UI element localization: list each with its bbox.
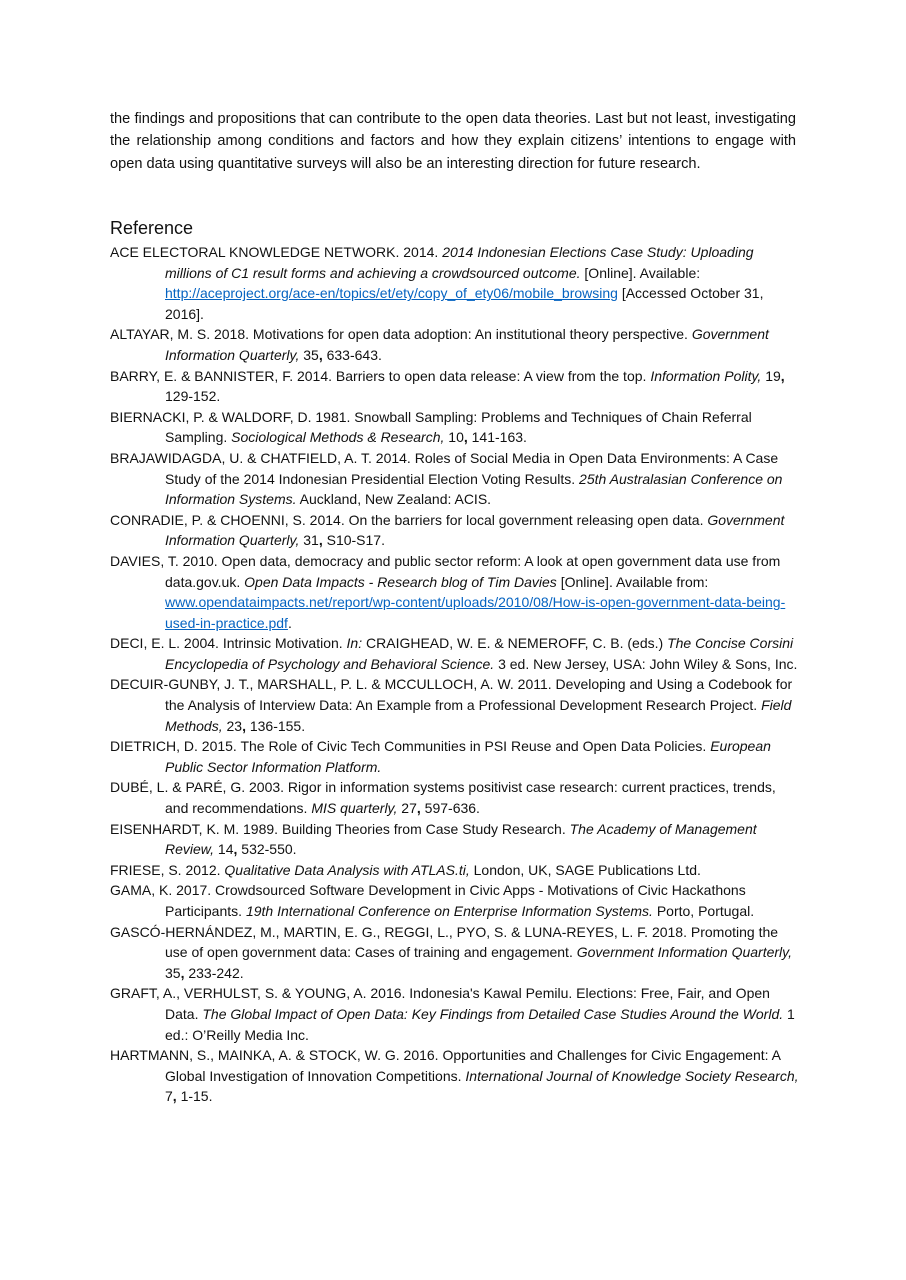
reference-text: 2014 Indonesian Elections Case Study: Uploading millions of C1 result forms and achieving a crowdsourced outcome.	[165, 244, 754, 281]
reference-text: 23	[222, 717, 243, 734]
reference-text: BARRY, E. & BANNISTER, F. 2014. Barriers to open data release: A view from the top.	[110, 367, 651, 384]
reference-text: European Public Sector Information Platform.	[165, 738, 771, 775]
reference-text: 19	[761, 367, 781, 384]
reference-entry	[110, 922, 800, 984]
reference-text: 7	[165, 1088, 173, 1105]
reference-text: Government Information Quarterly,	[576, 944, 793, 961]
reference-text: The Global Impact of Open Data: Key Findings from Detailed Case Studies Around the World.	[202, 1005, 784, 1022]
reference-text: 25th Australasian Conference on Information Systems.	[165, 470, 783, 508]
reference-text: The Concise Corsini Encyclopedia of Psychology and Behavioral Science.	[165, 635, 794, 672]
reference-text: 633-643.	[322, 346, 382, 363]
reference-text: 141-163.	[467, 429, 527, 446]
reference-entry	[110, 983, 800, 1045]
reference-text: BRAJAWIDAGDA, U. & CHATFIELD, A. T. 2014. Roles of Social Media in Open Data Environments: A Case Study of the 2014 Indonesian Presidential Election Voting Results.	[110, 449, 779, 487]
reference-text: FRIESE, S. 2012.	[110, 861, 225, 878]
reference-text: 19th International Conference on Enterprise Information Systems.	[245, 903, 653, 919]
reference-text: 10	[444, 429, 464, 446]
reference-text: 1-15.	[176, 1088, 213, 1105]
reference-text: ,	[242, 717, 246, 734]
reference-text: 27	[397, 800, 417, 817]
reference-text: Government Information Quarterly,	[165, 326, 769, 363]
reference-text: 532-550.	[237, 841, 297, 858]
reference-text: 3 ed. New Jersey, USA: John Wiley & Sons, Inc.	[494, 655, 798, 672]
reference-text: ,	[463, 429, 468, 446]
reference-text: 233-242.	[184, 964, 244, 981]
reference-link[interactable]: http://aceproject.org/ace-en/topics/et/ety/copy_of_ety06/mobile_browsing	[165, 285, 618, 302]
reference-entry	[110, 448, 800, 510]
reference-text: GASCÓ-HERNÁNDEZ, M., MARTIN, E. G., REGGI, L., PYO, S. & LUNA-REYES, L. F. 2018. Promoting the use of open government data: Cases of training and engagement.	[110, 923, 779, 961]
reference-text: ,	[233, 841, 238, 858]
reference-text: GRAFT, A., VERHULST, S. & YOUNG, A. 2016. Indonesia's Kawal Pemilu. Elections: Free, Fair, and Open Data.	[110, 985, 770, 1022]
reference-text: CONRADIE, P. & CHOENNI, S. 2014. On the barriers for local government releasing open data.	[110, 511, 708, 528]
reference-heading: Reference	[110, 218, 194, 238]
reference-text: ,	[180, 964, 185, 981]
reference-text: The Academy of Management Review,	[165, 820, 757, 858]
reference-text: Government Information Quarterly,	[165, 511, 785, 549]
reference-text: Information Polity,	[650, 367, 762, 384]
reference-text: 597-636.	[420, 800, 480, 817]
reference-text: In:	[346, 635, 363, 652]
reference-text: DUBÉ, L. & PARÉ, G. 2003. Rigor in information systems positivist case research: current practices, trends, and recommendations.	[110, 779, 776, 817]
reference-text: Open Data Impacts - Research blog of Tim Davies	[244, 573, 557, 590]
reference-text: 136-155.	[245, 717, 306, 734]
reference-text: 35	[299, 346, 319, 363]
reference-link[interactable]: www.opendataimpacts.net/report/wp-content/uploads/2010/08/How-is-open-government-data-being-used-in-practice.pdf	[165, 594, 786, 631]
reference-text: 14	[214, 841, 234, 858]
reference-text: Porto, Portugal.	[652, 903, 755, 919]
intro-paragraph: the findings and propositions that can contribute to the open data theories. Last but not least, investigating the relationship among conditions and factors and how they explain citizens’ intentions to engage with open data using quantitative surveys will also be an interesting direction for future research.	[110, 111, 796, 172]
reference-text: ,	[318, 346, 323, 363]
reference-text: [Online]. Available from:	[556, 573, 709, 590]
reference-entry	[110, 880, 800, 921]
reference-text: BIERNACKI, P. & WALDORF, D. 1981. Snowball Sampling: Problems and Techniques of Chain Referral Sampling.	[110, 408, 752, 446]
reference-text: Sociological Methods & Research,	[231, 429, 445, 446]
reference-text: GAMA, K. 2017. Crowdsourced Software Development in Civic Apps - Motivations of Civic Hackathons Participants.	[110, 882, 746, 919]
reference-entry	[110, 551, 800, 633]
reference-entry	[110, 324, 800, 365]
reference-text: London, UK, SAGE Publications Ltd.	[469, 861, 701, 878]
reference-text: HARTMANN, S., MAINKA, A. & STOCK, W. G. 2016. Opportunities and Challenges for Civic Engagement: A Global Investigation of Innovation Competitions.	[110, 1047, 781, 1084]
reference-text: [Accessed October 31, 2016].	[165, 285, 764, 322]
reference-text: International Journal of Knowledge Society Research,	[465, 1067, 799, 1084]
reference-entry	[110, 860, 800, 881]
reference-text: ACE ELECTORAL KNOWLEDGE NETWORK. 2014.	[110, 244, 443, 260]
reference-text: .	[287, 614, 292, 631]
reference-text: ,	[172, 1088, 177, 1105]
reference-entry	[110, 819, 800, 860]
reference-entry	[110, 736, 800, 777]
reference-entry	[110, 633, 800, 674]
reference-text: 31	[299, 532, 319, 549]
reference-text: ,	[780, 367, 785, 384]
reference-text: EISENHARDT, K. M. 1989. Building Theories from Case Study Research.	[110, 820, 570, 837]
reference-text: CRAIGHEAD, W. E. & NEMEROFF, C. B. (eds.)	[362, 635, 668, 652]
reference-entry	[110, 242, 800, 324]
reference-text: DIETRICH, D. 2015. The Role of Civic Tech Communities in PSI Reuse and Open Data Policies.	[110, 738, 711, 755]
reference-text: [Online]. Available:	[580, 264, 701, 281]
reference-text: Auckland, New Zealand: ACIS.	[296, 491, 492, 508]
reference-text: S10-S17.	[322, 532, 385, 549]
reference-list	[110, 242, 800, 1107]
reference-text: MIS quarterly,	[311, 800, 398, 817]
reference-text: DECUIR-GUNBY, J. T., MARSHALL, P. L. & MCCULLOCH, A. W. 2011. Developing and Using a Codebook for the Analysis of Interview Data: An Example from a Professional Development Research Project.	[110, 676, 793, 714]
reference-entry	[110, 407, 800, 448]
reference-text: ALTAYAR, M. S. 2018. Motivations for open data adoption: An institutional theory perspective.	[110, 326, 692, 343]
reference-entry	[110, 777, 800, 818]
reference-text: Field Methods,	[165, 697, 792, 734]
reference-entry	[110, 674, 800, 736]
reference-text: 1 ed.: O’Reilly Media Inc.	[165, 1005, 795, 1043]
reference-text: 129-152.	[165, 388, 221, 405]
reference-entry	[110, 1045, 800, 1107]
reference-text: ,	[318, 532, 323, 549]
reference-text: DAVIES, T. 2010. Open data, democracy and public sector reform: A look at open government data use from data.gov.uk.	[110, 552, 781, 590]
reference-text: DECI, E. L. 2004. Intrinsic Motivation.	[110, 635, 347, 652]
reference-text: ,	[416, 800, 421, 817]
reference-text: Qualitative Data Analysis with ATLAS.ti,	[224, 861, 470, 878]
reference-entry	[110, 510, 800, 551]
reference-entry	[110, 366, 800, 407]
reference-text: 35	[165, 964, 181, 981]
